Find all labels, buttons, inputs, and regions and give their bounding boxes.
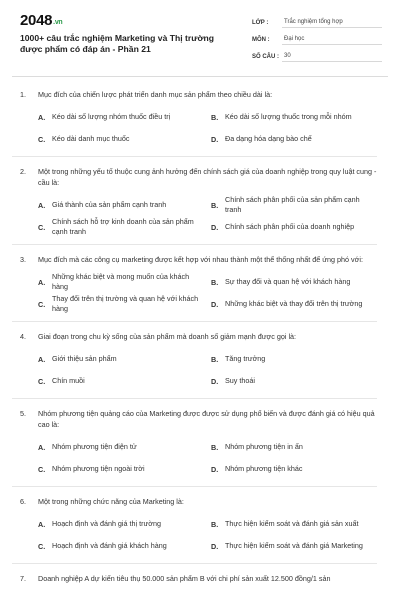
option-c[interactable] [38, 293, 211, 315]
question-number: 4. [20, 332, 26, 341]
option-text: Đa dạng hóa dạng bào chế [225, 134, 312, 143]
question-1 [20, 89, 385, 157]
question-7 [20, 573, 385, 584]
option-letter: D. [211, 541, 219, 551]
option-text: Chính sách phân phối của sản phẩm cạnh tranh [225, 195, 360, 214]
option-c[interactable] [38, 128, 211, 150]
option-letter: D. [211, 222, 219, 232]
option-text: Nhóm phương tiện điện tử [52, 442, 137, 451]
option-text: Tăng trưởng [225, 354, 266, 363]
option-letter: C. [38, 541, 46, 551]
option-a[interactable] [38, 106, 211, 128]
option-text: Thay đổi trên thị trường và quan hệ với khách hàng [52, 294, 199, 313]
option-text: Suy thoái [225, 376, 255, 385]
option-letter: C. [38, 464, 46, 474]
option-letter: A. [38, 277, 46, 287]
question-6 [20, 496, 385, 564]
option-letter: D. [211, 299, 219, 309]
option-d[interactable] [211, 458, 384, 480]
question-divider [12, 486, 377, 487]
question-number: 7. [20, 574, 26, 583]
meta-value: 30 [282, 53, 382, 62]
question-text: Giai đoạn trong chu kỳ sống của sản phẩm mà doanh số giảm mạnh được gọi là: [38, 332, 297, 341]
question-text: Mục đích của chiến lược phát triển danh mục sản phẩm theo chiều dài là: [38, 90, 273, 99]
option-c[interactable] [38, 370, 211, 392]
option-text: Giá thành của sản phẩm cạnh tranh [52, 200, 167, 209]
option-letter: A. [38, 442, 46, 452]
option-c[interactable] [38, 216, 211, 238]
option-a[interactable] [38, 348, 211, 370]
question-text: Doanh nghiệp A dự kiến tiêu thụ 50.000 sản phẩm B với chi phí sản xuất 12.500 đồng/1 sản [38, 574, 331, 583]
option-b[interactable] [211, 348, 384, 370]
option-text: Nhóm phương tiện in ấn [225, 442, 303, 451]
option-letter: C. [38, 134, 46, 144]
option-letter: A. [38, 354, 46, 364]
option-b[interactable] [211, 513, 384, 535]
option-b[interactable] [211, 271, 384, 293]
option-d[interactable] [211, 128, 384, 150]
meta-label: SỐ CÂU : [252, 54, 279, 60]
option-text: Những khác biệt và mong muốn của khách hàng [52, 272, 190, 291]
meta-row-count [252, 46, 382, 62]
option-letter: B. [211, 442, 219, 452]
logo-text: 2048 [20, 12, 53, 29]
question-divider [12, 156, 377, 157]
option-b[interactable] [211, 194, 384, 216]
question-text: Mục đích mà các công cụ marketing được kết hợp với nhau thành một thể thống nhất để ứng phó với: [38, 255, 363, 264]
option-letter: B. [211, 112, 219, 122]
option-c[interactable] [38, 458, 211, 480]
meta-row-class [252, 12, 382, 28]
question-number: 3. [20, 255, 26, 264]
option-text: Thực hiện kiểm soát và đánh giá sản xuất [225, 519, 359, 528]
option-text: Nhóm phương tiện ngoài trời [52, 464, 145, 473]
option-a[interactable] [38, 513, 211, 535]
question-divider [12, 398, 377, 399]
question-divider [12, 244, 377, 245]
logo-suffix: .vn [53, 19, 63, 26]
option-b[interactable] [211, 436, 384, 458]
question-text: Một trong những yếu tố thuộc cung ảnh hưởng đến chính sách giá của doanh nghiệp trong quy luật cung - cầu là: [38, 167, 377, 187]
option-text: Chín muồi [52, 376, 85, 385]
option-text: Kéo dài danh mục thuốc [52, 134, 130, 143]
page-title: 1000+ câu trắc nghiệm Marketing và Thị trường được phẩm có đáp án - Phần 21 [20, 33, 215, 54]
option-letter: B. [211, 354, 219, 364]
option-text: Những khác biệt và thay đổi trên thị trường [225, 299, 363, 308]
meta-value: Đại học [282, 36, 382, 45]
meta-label: LỚP : [252, 20, 269, 26]
option-d[interactable] [211, 293, 384, 315]
option-letter: A. [38, 200, 46, 210]
option-d[interactable] [211, 535, 384, 557]
option-b[interactable] [211, 106, 384, 128]
question-3 [20, 254, 385, 322]
option-letter: B. [211, 277, 219, 287]
option-a[interactable] [38, 436, 211, 458]
option-letter: D. [211, 464, 219, 474]
option-letter: C. [38, 376, 46, 386]
header-divider [12, 76, 388, 77]
option-c[interactable] [38, 535, 211, 557]
meta-box [252, 12, 382, 63]
option-text: Hoạch định và đánh giá thị trường [52, 519, 162, 528]
option-d[interactable] [211, 370, 384, 392]
option-letter: D. [211, 134, 219, 144]
option-letter: A. [38, 112, 46, 122]
question-5 [20, 408, 385, 487]
question-number: 1. [20, 90, 26, 99]
option-text: Thực hiện kiểm soát và đánh giá Marketing [225, 541, 363, 550]
meta-label: MÔN : [252, 37, 270, 43]
meta-row-subject [252, 29, 382, 45]
option-letter: D. [211, 376, 219, 386]
question-divider [12, 321, 377, 322]
option-letter: B. [211, 519, 219, 529]
option-text: Hoạch định và đánh giá khách hàng [52, 541, 167, 550]
option-d[interactable] [211, 216, 384, 238]
question-number: 2. [20, 167, 26, 176]
option-a[interactable] [38, 194, 211, 216]
question-4 [20, 331, 385, 399]
option-text: Chính sách hỗ trợ kinh doanh của sản phẩm cạnh tranh [52, 217, 194, 236]
option-letter: C. [38, 222, 46, 232]
meta-value: Trắc nghiệm tổng hợp [282, 19, 382, 28]
site-logo[interactable] [20, 12, 62, 29]
question-number: 6. [20, 497, 26, 506]
option-text: Chính sách phân phối của doanh nghiệp [225, 222, 355, 231]
option-a[interactable] [38, 271, 211, 293]
question-text: Một trong những chức năng của Marketing là: [38, 497, 184, 506]
question-2 [20, 166, 385, 245]
question-divider [12, 563, 377, 564]
option-text: Giới thiệu sản phẩm [52, 354, 117, 363]
option-text: Kéo dài số lượng thuốc trong mỗi nhóm [225, 112, 352, 121]
option-letter: A. [38, 519, 46, 529]
option-text: Kéo dài số lượng nhóm thuốc điều trị [52, 112, 171, 121]
option-letter: B. [211, 200, 219, 210]
option-text: Nhóm phương tiện khác [225, 464, 303, 473]
question-text: Nhóm phương tiện quảng cáo của Marketing được được sử dụng phổ biến và được đánh giá có hiệu quả cao là: [38, 409, 375, 429]
option-letter: C. [38, 299, 46, 309]
question-number: 5. [20, 409, 26, 418]
option-text: Sự thay đổi và quan hệ với khách hàng [225, 277, 351, 286]
question-list [20, 80, 385, 584]
header [0, 0, 400, 74]
